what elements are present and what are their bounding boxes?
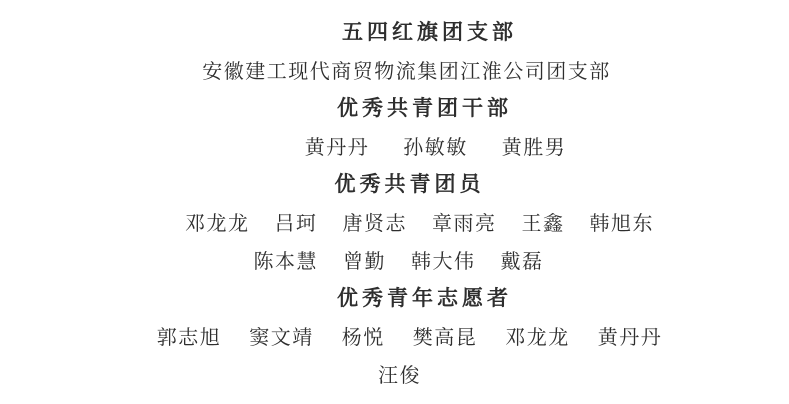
person-name: 王鑫 [521,212,565,235]
person-name: 韩大伟 [411,250,476,273]
awardee-row [66,126,789,164]
person-name: 邓龙龙 [505,326,570,349]
person-name: 黄丹丹 [597,326,663,349]
person-name: 唐贤志 [342,212,407,235]
awardee-row [40,316,779,354]
person-name: 吕珂 [274,212,318,235]
person-name: 韩旭东 [589,212,654,235]
person-name: 孙敏敏 [403,136,468,159]
section-heading-outstanding-members: 优秀共青团员 [334,172,485,196]
person-name: 章雨亮 [432,212,497,235]
person-name: 窦文靖 [249,326,314,349]
person-name: 黄胜男 [501,136,567,159]
awardee-row [37,50,776,88]
person-name: 杨悦 [341,326,385,349]
awardee-row [30,354,769,392]
org-name: 安徽建工现代商贸物流集团江淮公司团支部 [202,60,611,83]
person-name: 郭志旭 [156,326,222,349]
person-name: 陈本慧 [253,250,318,273]
section-heading-outstanding-cadres: 优秀共青团干部 [337,96,512,120]
section-heading-outstanding-volunteers: 优秀青年志愿者 [337,286,512,310]
person-name: 樊高昆 [412,326,478,349]
person-name: 汪俊 [378,364,421,387]
awardee-row [29,240,768,278]
awardee-row [50,202,789,240]
section-heading-red-flag-branch: 五四红旗团支部 [342,20,517,44]
person-name: 黄丹丹 [304,136,370,159]
person-name: 邓龙龙 [185,212,250,235]
person-name: 戴磊 [500,250,544,273]
person-name: 曾勤 [343,250,386,273]
